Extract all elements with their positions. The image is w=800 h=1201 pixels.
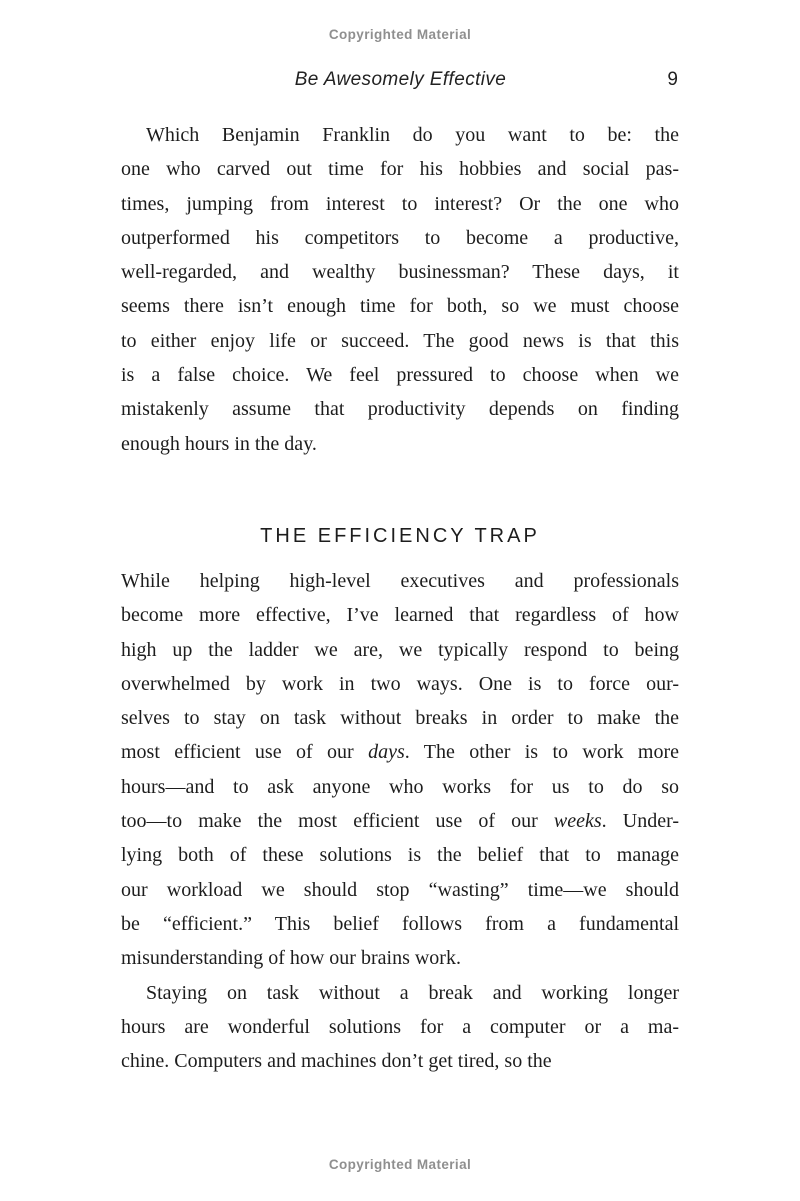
text-line: mistakenly assume that productivity depends on finding	[121, 398, 679, 421]
text-line: be “efficient.” This belief follows from a fundamental	[121, 912, 679, 935]
running-head	[121, 68, 680, 92]
text-line: to either enjoy life or succeed. The good news is that this	[121, 329, 679, 352]
copyright-notice-bottom: Copyrighted Material	[328, 1157, 472, 1172]
text-line: Staying on task without a break and working longer	[146, 981, 679, 1004]
section-heading: THE EFFICIENCY TRAP	[260, 524, 540, 547]
page-body	[121, 118, 679, 1078]
paragraph-2	[121, 564, 679, 976]
running-head-title: Be Awesomely Effective	[294, 69, 507, 90]
text-line: Which Benjamin Franklin do you want to be: the	[146, 124, 679, 146]
text-line: become more effective, I’ve learned that regardless of how	[121, 604, 679, 627]
text-line: seems there isn’t enough time for both, so we must choose	[121, 295, 679, 318]
text-line: times, jumping from interest to interest? Or the one who	[121, 192, 679, 215]
page-number: 9	[667, 69, 678, 90]
text-line: chine. Computers and machines don’t get tired, so the	[121, 1050, 552, 1073]
text-line: enough hours in the day.	[121, 432, 317, 455]
text-line: is a false choice. We feel pressured to choose when we	[121, 364, 679, 387]
text-line: too—to make the most efficient use of our weeks. Under-	[121, 810, 679, 833]
text-line: hours are wonderful solutions for a computer or a ma-	[121, 1015, 679, 1038]
text-line: outperformed his competitors to become a productive,	[121, 226, 679, 249]
text-line: most efficient use of our days. The other is to work more	[121, 741, 679, 764]
copyright-notice-top: Copyrighted Material	[328, 27, 472, 42]
text-line: one who carved out time for his hobbies and social pas-	[121, 158, 679, 181]
paragraph-3	[121, 976, 679, 1079]
paragraph-1	[121, 118, 679, 461]
text-line: well-regarded, and wealthy businessman? These days, it	[121, 261, 679, 284]
text-line: lying both of these solutions is the belief that to manage	[121, 844, 679, 867]
text-line: While helping high-level executives and professionals	[121, 569, 679, 592]
text-line: misunderstanding of how our brains work.	[121, 947, 461, 970]
text-line: overwhelmed by work in two ways. One is to force our-	[121, 672, 679, 695]
text-line: hours—and to ask anyone who works for us to do so	[121, 775, 679, 798]
text-line: high up the ladder we are, we typically respond to being	[121, 638, 679, 661]
text-line: selves to stay on task without breaks in order to make the	[121, 707, 679, 730]
text-line: our workload we should stop “wasting” time—we should	[121, 878, 679, 901]
